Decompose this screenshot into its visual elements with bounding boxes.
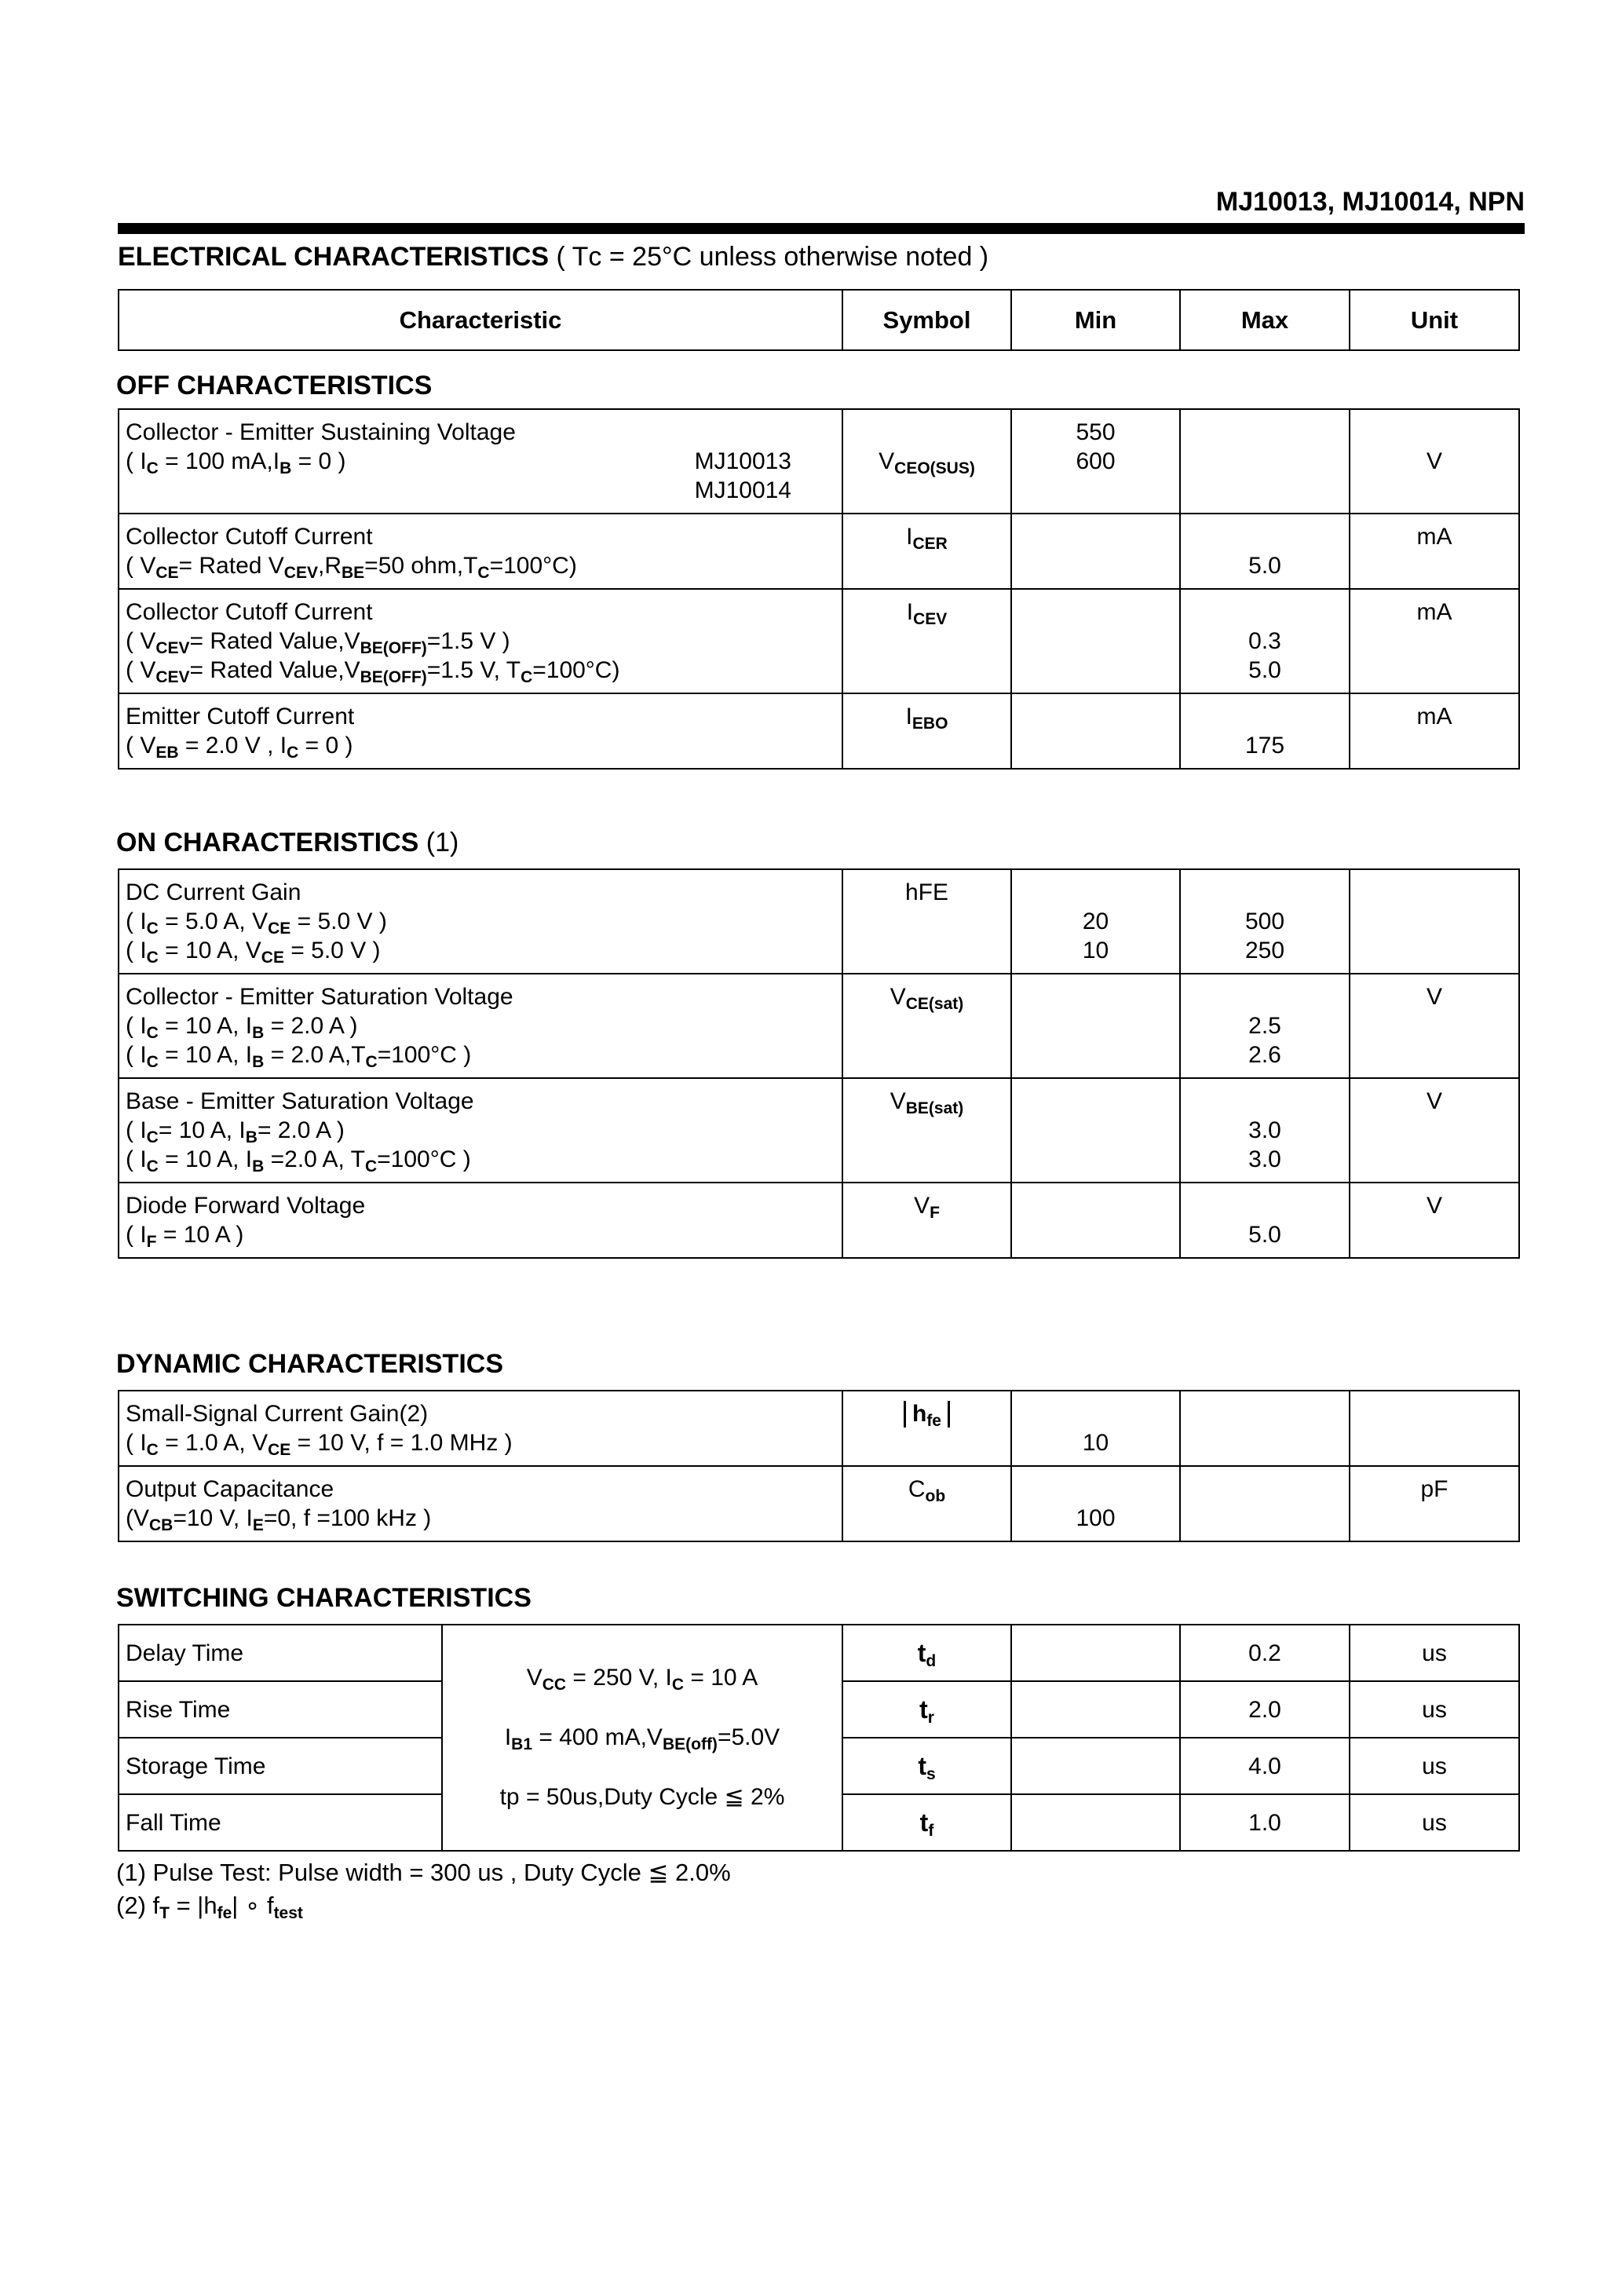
min-value: 20 [1082,909,1109,934]
characteristic-name: Output Capacitance [126,1476,334,1502]
on-row [119,869,1519,974]
symbol-cell: $I_{CEV}$ [842,589,1011,693]
max-cell [1180,1078,1350,1183]
switching-symbol: $t_d$ [842,1625,1011,1681]
max-value: 0.3 [1248,628,1281,654]
off-row [119,589,1519,693]
condition: ( $I_C = 10$ A, $V_{CE} = 5.0$ V ) [126,938,381,967]
section-dynamic-title: DYNAMIC CHARACTERISTICS [116,1349,503,1379]
min-value: 550 [1076,419,1116,445]
characteristic-cell [119,1466,842,1541]
on-row [119,974,1519,1078]
condition: ( $I_F = 10$ A ) [126,1222,244,1251]
unit-cell: V [1350,1078,1519,1183]
switching-min [1011,1681,1180,1738]
condition: ( $V_{CEV}=$ Rated $Value,V_{BE(OFF)}=1.5$ V, $T_C=100^\circ C$) [126,657,620,686]
min-value: 600 [1076,448,1116,474]
min-cell [1011,1466,1180,1541]
max-cell [1180,1466,1350,1541]
column-header-row [119,290,1519,350]
min-cell [1011,1391,1180,1466]
symbol-cell: $I_{EBO}$ [842,693,1011,769]
switching-name: Rise Time [119,1681,442,1738]
symbol-cell: $I_{CER}$ [842,514,1011,589]
section-on-title [116,828,458,858]
col-characteristic: Characteristic [119,290,842,350]
switching-symbol: $t_r$ [842,1681,1011,1738]
switching-min [1011,1625,1180,1681]
characteristic-name: DC Current Gain [126,879,301,905]
symbol-cell: $h_{fe}$ [842,1391,1011,1466]
header-rule [118,223,1525,234]
switching-unit: us [1350,1625,1519,1681]
max-cell [1180,1391,1350,1466]
switching-min [1011,1738,1180,1794]
max-value: 250 [1244,938,1285,963]
off-row [119,409,1519,514]
condition: ( $I_C= 10$ A, $I_B= 2.0$ A ) [126,1117,345,1146]
unit-cell [1350,1391,1519,1466]
col-unit: Unit [1350,290,1519,350]
characteristic-cell [119,974,842,1078]
min-cell [1011,693,1180,769]
switching-condition-line: tp = 50us,Duty Cycle ≦ 2% [499,1784,785,1810]
min-cell [1011,409,1180,514]
characteristic-cell [119,693,842,769]
unit-cell: pF [1350,1466,1519,1541]
switching-conditions [442,1625,842,1851]
dynamic-row [119,1466,1519,1541]
characteristic-name: Collector - Emitter Saturation Voltage [126,984,513,1010]
switching-max: 0.2 [1180,1625,1350,1681]
column-header-table [118,289,1520,351]
max-cell [1180,409,1350,514]
switching-symbol: $t_f$ [842,1794,1011,1851]
switching-unit: us [1350,1794,1519,1851]
characteristic-name: Small-Signal Current Gain(2) [126,1401,429,1427]
section-on-label: ON CHARACTERISTICS [116,828,419,857]
symbol-cell: $V_{CEO(SUS)}$ [842,409,1011,514]
max-value: 5.0 [1248,553,1281,579]
switching-unit: us [1350,1681,1519,1738]
min-cell [1011,974,1180,1078]
characteristic-cell [119,409,842,514]
max-cell [1180,974,1350,1078]
condition: ( $I_C = 10$ A, $I_B = 2.0$ $A,T_C=100^\circ C$ ) [126,1042,472,1071]
footnotes [116,1856,731,1922]
symbol-cell: $C_{ob}$ [842,1466,1011,1541]
condition: ($V_{CB}=10$ V, $I_E=0$, f =100 kHz ) [126,1505,432,1534]
unit-cell: V [1350,1183,1519,1258]
characteristic-name: Collector - Emitter Sustaining Voltage [126,419,516,445]
max-cell [1180,693,1350,769]
characteristic-cell [119,1078,842,1183]
max-value: 500 [1244,909,1285,934]
symbol-cell: $V_F$ [842,1183,1011,1258]
switching-unit: us [1350,1738,1519,1794]
off-row [119,693,1519,769]
max-value: 3.0 [1248,1117,1281,1143]
min-cell [1011,589,1180,693]
condition: ( $V_{CE}=$ Rated $V_{CEV},R_{BE}=50$ $ohm,T_C=100^\circ C$) [126,553,577,582]
on-characteristics-table [118,868,1520,1259]
max-value: 5.0 [1248,1222,1281,1248]
col-max: Max [1180,290,1350,350]
min-cell [1011,1183,1180,1258]
characteristic-name: Diode Forward Voltage [126,1193,366,1219]
section-switching-title: SWITCHING CHARACTERISTICS [116,1583,532,1613]
max-value: 175 [1244,733,1285,759]
min-value: 10 [1082,938,1109,963]
page-title-main: ELECTRICAL CHARACTERISTICS [118,242,550,272]
max-value: 2.5 [1248,1013,1281,1039]
switching-condition-line: $V_{CC} = 250$ V, $I_C = 10$ A [526,1665,758,1694]
switching-name: Storage Time [119,1738,442,1794]
min-value: 100 [1076,1505,1116,1531]
footnote-1-text: (1) Pulse Test: Pulse width = 300 us , Duty Cycle ≦ 2.0% [116,1859,731,1886]
max-value: 3.0 [1248,1146,1281,1172]
part-numbers: MJ10013, MJ10014, NPN [1215,187,1525,217]
on-row [119,1078,1519,1183]
max-cell [1180,869,1350,974]
unit-cell: mA [1350,514,1519,589]
condition: ( $I_C = 5.0$ A, $V_{CE} = 5.0$ V ) [126,909,387,938]
switching-name: Fall Time [119,1794,442,1851]
page-title-condition: ( Tᴄ = 25°C unless otherwise noted ) [556,242,989,272]
unit-cell [1350,869,1519,974]
max-value: 2.6 [1248,1042,1281,1068]
off-characteristics-table [118,408,1520,770]
characteristic-cell [119,1391,842,1466]
condition: ( $I_C = 1.0$ A, $V_{CE} = 10$ V, f = 1.0 MHz ) [126,1430,513,1459]
condition: ( $I_C = 10$ A, $I_B =2.0$ A, $T_C=100^\circ C$ ) [126,1146,471,1175]
switching-min [1011,1794,1180,1851]
part-variants: MJ10013 MJ10014 [694,448,791,503]
max-cell [1180,589,1350,693]
max-cell [1180,1183,1350,1258]
section-off-title: OFF CHARACTERISTICS [116,371,433,400]
switching-symbol: $t_s$ [842,1738,1011,1794]
switching-row [119,1625,1519,1681]
col-min: Min [1011,290,1180,350]
switching-max: 4.0 [1180,1738,1350,1794]
switching-characteristics-table [118,1624,1520,1852]
unit-cell: mA [1350,693,1519,769]
unit-cell: mA [1350,589,1519,693]
characteristic-cell [119,1183,842,1258]
footnote-2 [116,1889,731,1922]
symbol-cell: $V_{CE(sat)}$ [842,974,1011,1078]
page-title [118,242,988,272]
characteristic-name: Emitter Cutoff Current [126,704,355,729]
switching-name: Delay Time [119,1625,442,1681]
unit-cell: V [1350,409,1519,514]
dynamic-row [119,1391,1519,1466]
symbol-cell: $V_{BE(sat)}$ [842,1078,1011,1183]
min-cell [1011,1078,1180,1183]
section-on-note: (1) [426,828,459,857]
unit-cell: V [1350,974,1519,1078]
characteristic-cell [119,589,842,693]
min-cell [1011,514,1180,589]
dynamic-characteristics-table [118,1390,1520,1542]
min-value: 10 [1082,1430,1109,1456]
switching-max: 2.0 [1180,1681,1350,1738]
footnote-1 [116,1856,731,1889]
min-cell [1011,869,1180,974]
switching-max: 1.0 [1180,1794,1350,1851]
condition: ( $V_{EB} = 2.0$ V , $I_C = 0$ ) [126,733,353,762]
on-row [119,1183,1519,1258]
off-row [119,514,1519,589]
characteristic-name: Collector Cutoff Current [126,524,373,550]
characteristic-cell [119,514,842,589]
condition: ( $V_{CEV}=$ Rated $Value,V_{BE(OFF)}=1.5$ V ) [126,628,510,657]
condition: ( $I_C = 100$ $mA,I_B = 0$ ) [126,448,346,477]
max-value: 5.0 [1248,657,1281,683]
characteristic-cell [119,869,842,974]
switching-condition-line: $I_{B1} = 400$ $mA,V_{BE(off)}=5.0V$ [504,1724,780,1753]
condition: ( $I_C = 10$ A, $I_B = 2.0$ A ) [126,1013,358,1042]
max-cell [1180,514,1350,589]
symbol-cell: hFE [842,869,1011,974]
characteristic-name: Collector Cutoff Current [126,599,373,625]
characteristic-name: Base - Emitter Saturation Voltage [126,1088,474,1114]
footnote-2-text: (2) $f_T = |h_{fe}|$ ∘ $f_{test}$ [116,1892,303,1922]
col-symbol: Symbol [842,290,1011,350]
